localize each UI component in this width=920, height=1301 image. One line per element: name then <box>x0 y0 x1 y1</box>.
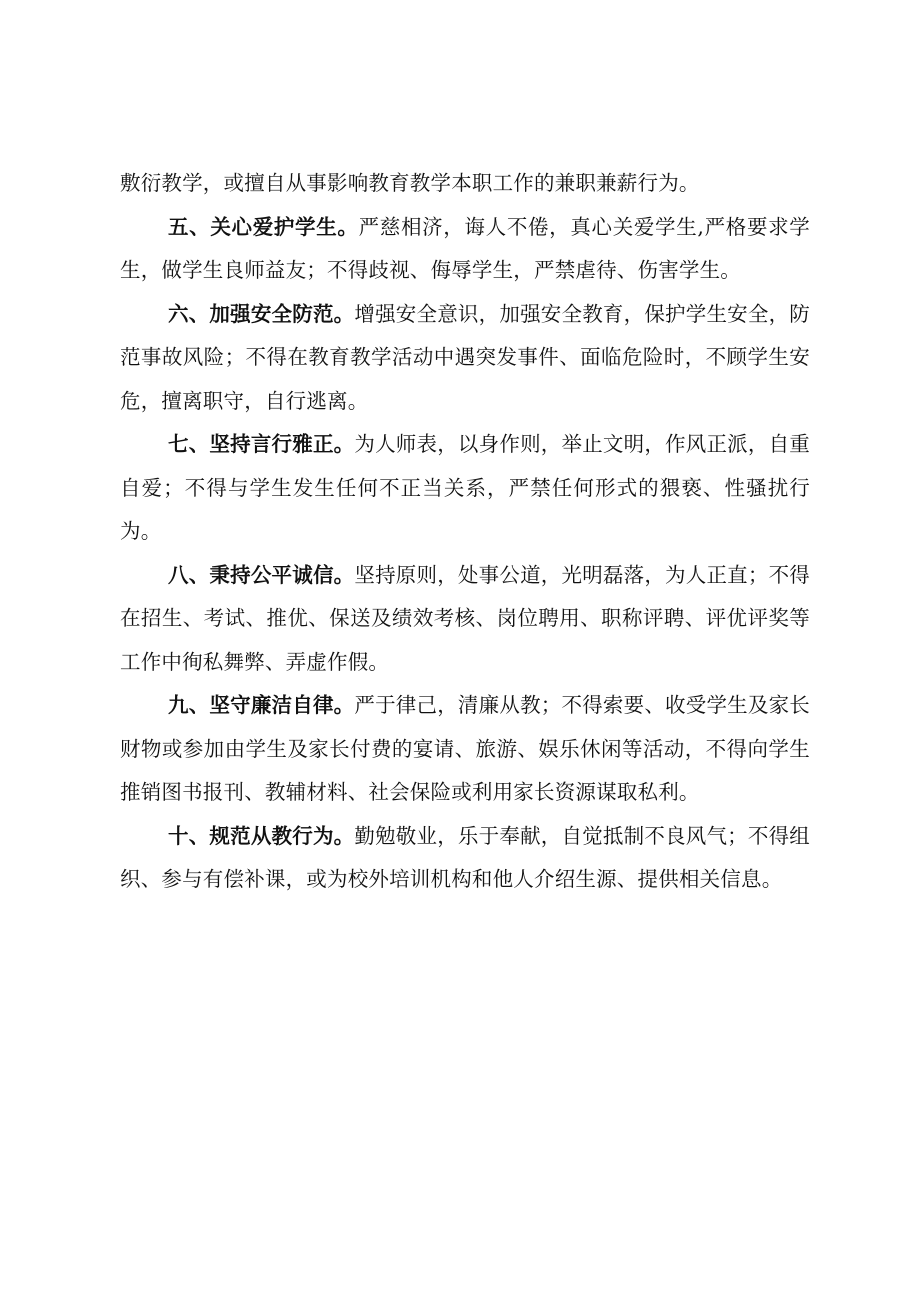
item-six-heading: 六、加强安全防范。 <box>168 301 355 326</box>
item-eight-text: 坚持原则，处事公道，光明磊落，为人正直；不得在招生、考试、推优、保送及绩效考核、岗位聘用、职称评聘、评优评奖等工作中徇私舞弊、弄虚作假。 <box>120 562 810 674</box>
item-eight-heading: 八、秉持公平诚信。 <box>168 562 355 587</box>
item-seven-text: 为人师表，以身作则，举止文明，作风正派，自重自爱；不得与学生发生任何不正当关系，严禁任何形式的猥亵、性骚扰行为。 <box>120 432 810 543</box>
continuation-paragraph: 敷衍教学，或擅自从事影响教育教学本职工作的兼职兼薪行为。 <box>120 171 700 195</box>
item-nine-text: 严于律己，清廉从教；不得索要、收受学生及家长财物或参加由学生及家长付费的宴请、旅游、娱乐休闲等活动，不得向学生推销图书报刊、教辅材料、社会保险或利用家长资源谋取私利。 <box>120 693 810 804</box>
document-body <box>120 162 810 902</box>
item-eight-paragraph <box>120 554 810 685</box>
item-ten-text: 勤勉敬业，乐于奉献，自觉抵制不良风气；不得组织、参与有偿补课，或为校外培训机构和他人介绍生源、提供相关信息。 <box>120 823 810 891</box>
item-five-paragraph <box>120 206 810 293</box>
item-ten-paragraph <box>120 815 810 902</box>
item-seven-heading: 七、坚持言行雅正。 <box>168 432 355 456</box>
item-nine-paragraph <box>120 684 810 815</box>
item-six-paragraph <box>120 293 810 424</box>
item-five-heading: 五、关心爱护学生。 <box>168 214 359 239</box>
item-nine-heading: 九、坚守廉洁自律。 <box>168 693 355 717</box>
item-ten-heading: 十、规范从教行为。 <box>168 823 355 848</box>
item-five-text: 严慈相济，诲人不倦，真心关爱学生,严格要求学生，做学生良师益友；不得歧视、侮辱学生，严禁虐待、伤害学生。 <box>120 214 810 282</box>
item-six-text: 增强安全意识，加强安全教育，保护学生安全，防范事故风险；不得在教育教学活动中遇突发事件、面临危险时，不顾学生安危，擅离职守，自行逃离。 <box>120 301 810 413</box>
item-seven-paragraph <box>120 423 810 554</box>
